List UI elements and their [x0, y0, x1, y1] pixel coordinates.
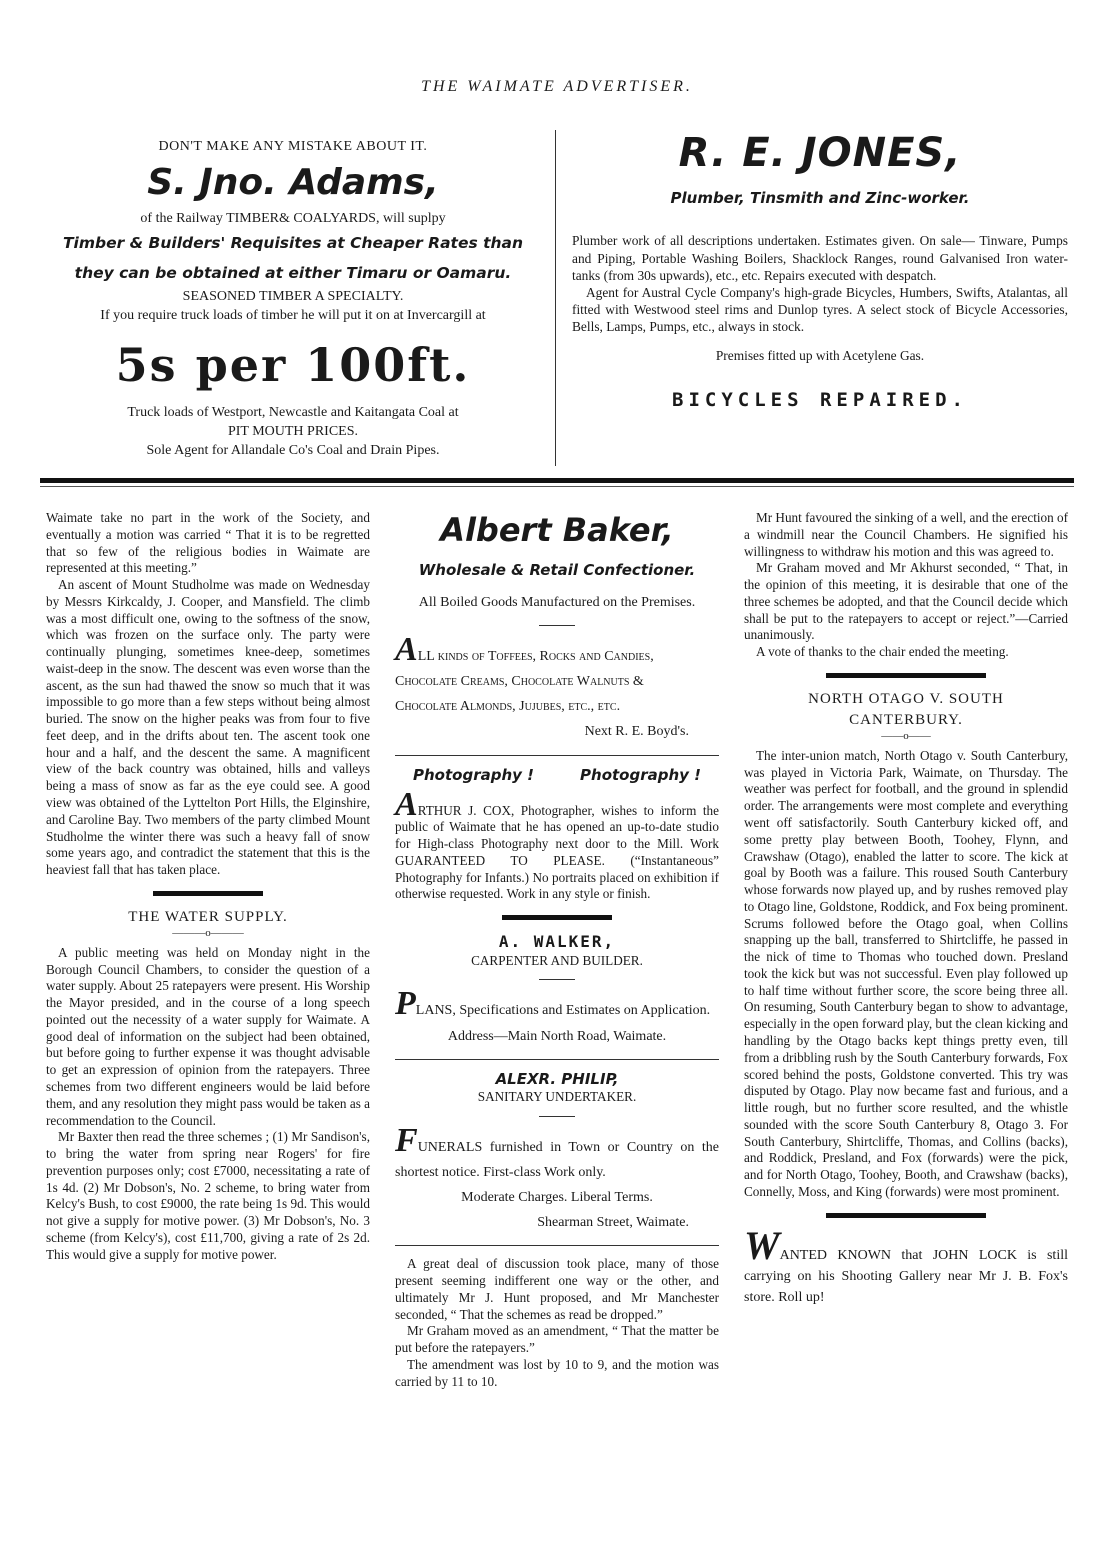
baker-name: Albert Baker,: [440, 511, 674, 549]
cox-advert: ARTHUR J. COX, Photographer, wishes to inform the public of Waimate that he has opened an up-to-date studio for High-class Photography next door to the Mill. Work GUARANTEED TO PLEASE. (“Instantaneous” Photography for Infants.) No portraits placed on exhibition if otherwise requested. Work in any style or finish.: [395, 785, 719, 902]
lock-advert: WANTED KNOWN that JOHN LOCK is still carrying on his Shooting Gallery near Mr J. B. Fox's store. Roll up!: [744, 1222, 1068, 1305]
adams-truck-line: If you require truck loads of timber he will put it on at Invercargill at: [100, 308, 486, 324]
adams-pitch-1: Timber & Builders' Requisites at Cheaper Rates than: [62, 234, 524, 253]
rule: [395, 1245, 719, 1246]
article-text: A great deal of discussion took place, many of those present seeming indifferent one way or the other, and ultimately Mr J. Hunt proposed, and Mr Manchester seconded, “ That the schemes as read be dropped.”: [395, 1256, 719, 1322]
jones-name: R. E. JONES,: [678, 130, 962, 176]
heading-ornament: ———o———: [172, 926, 244, 939]
column-rule: [826, 673, 986, 678]
jones-para-1: Plumber work of all descriptions undertaken. Estimates given. On sale— Tinware, Pumps and Piping, Portable Washing Boilers, Shacklock Ranges, round Galvanised Iron water-tanks (from 30s upwards), etc., etc. Repairs executed with despatch.: [572, 233, 1068, 283]
short-rule: [539, 979, 575, 980]
article-text: Mr Hunt favoured the sinking of a well, and the erection of a windmill near the Council Chambers. He signified his willingness to withdraw his motion and this was agreed to.: [744, 510, 1069, 559]
adams-name: S. Jno. Adams,: [147, 161, 439, 203]
column-rule: [826, 1213, 986, 1218]
column-rule: [153, 891, 263, 896]
philip-name: ALEXR. PHILIP,: [495, 1069, 619, 1088]
adams-price: 5s per 100ft.: [115, 338, 471, 393]
section-rule-thick: [40, 478, 1074, 483]
adams-specialty: SEASONED TIMBER A SPECIALTY.: [182, 289, 404, 305]
baker-trade: Wholesale & Retail Confectioner.: [418, 560, 696, 579]
article-text: Waimate take no part in the work of the Society, and eventually a motion was carried “ That it is to be regretted that so few of the religious bodies in Waimate are represented at this meeting.”: [46, 510, 370, 576]
article-text: A vote of thanks to the chair ended the meeting.: [756, 644, 1009, 660]
jones-repaired: BICYCLES REPAIRED.: [672, 389, 968, 412]
article-text: Mr Graham moved as an amendment, “ That the matter be put before the ratepayers.”: [395, 1323, 719, 1356]
column-2: [395, 510, 719, 1390]
football-heading-2: CANTERBURY.: [849, 711, 963, 728]
article-text: The amendment was lost by 10 to 9, and the motion was carried by 11 to 10.: [395, 1356, 719, 1389]
article-text: An ascent of Mount Studholme was made on Wednesday by Messrs Kirkcaldy, J. Cooper, and Mansfield. The climb was a most difficult one, owing to the softness of the snow, which was frozen on the surface only. The party were continually plunging, sometimes knee-deep, sometimes waist-deep in the snow. The descent was even worse than the ascent, as the sun had thawed the snow so much that it was impossible to go more than a few steps without being almost buried. The snow on the higher peaks was from four to five feet deep, and in the drifts about ten. The ascent took one hour and a half, and the descent the same. A magnificent view of the back country was obtained, hills and valleys being a mass of snow as far as the eye could see. A good view was obtained of the Lyttelton Port Hills, the Elginshire, and Caroline Bay. Two members of the party climbed Mount Studholme the winter there was such a heavy fall of snow some years ago, and contradict the statement that this is the heaviest fall that has taken place.: [46, 577, 370, 878]
baker-address: Next R. E. Boyd's.: [584, 724, 689, 740]
jones-trade: Plumber, Tinsmith and Zinc-worker.: [670, 189, 970, 208]
adams-coal-1: Truck loads of Westport, Newcastle and Kaitangata Coal at: [127, 405, 459, 421]
short-rule: [539, 625, 575, 626]
jones-para-2: Agent for Austral Cycle Company's high-grade Bicycles, Humbers, Swifts, Atalantas, all fitted with Westwood steel rims and Dunlop tyres. A select stock of Bicycle Accessories, Bells, Lamps, Pumps, etc., always in stock.: [572, 284, 1068, 335]
article-text: The inter-union match, North Otago v. South Canterbury, was played in Victoria Park, Waimate, on Thursday. The weather was perfect for football, and the ground in splendid order. The arrangements were most complete and everything went off satisfactorily. South Canterbury kicked off, and some pretty play between Booth, Toohey, Flynn, and Crawshaw (Otago), enabled the latter to score. The kick at goal by Booth was a failure. This roused South Canterbury whose forwards now played up, and by rushes removed play to Otago line, Goldstone, Roddick, and Fox being prominent. Scrums followed before the Otago goal, when Collins snapping up the ball, transferred to Shirtcliffe, he passed in the nick of time to Thomas who touched down. Presland took the kick but was not successful. Even play followed up to half time without further score, the score being three all. On resuming, South Canterbury began to show to advantage, especially in the open forward play, but the clean kicking and handling by the Otago backs kept things pretty even, till from a dribbling rush by the South Canterbury forwards, Fox scored behind the posts, Goldstone converted. This try was disputed by Otago. Play now became fast and furious, and a little rough, but no further score resulted, and the whistle sounded with the score South Canterbury 8, Otago 3. For South Canterbury, Shirtcliffe, Thomas, and Collins (backs), and Roddick, Presland, and Fox (forwards) were the pick, and for North Otago, Toohey, Booth, and Crawshaw (backs), Connelly, Moss, and King (forwards) were most prominent.: [744, 747, 1068, 1199]
jones-gas: Premises fitted up with Acetylene Gas.: [715, 348, 925, 364]
short-rule: [539, 1116, 575, 1117]
football-heading: NORTH OTAGO V. SOUTH: [808, 690, 1004, 707]
water-supply-heading: THE WATER SUPPLY.: [128, 908, 288, 925]
jones-advert: [572, 128, 1068, 413]
baker-line: All Boiled Goods Manufactured on the Premises.: [418, 594, 696, 610]
philip-charges: Moderate Charges. Liberal Terms.: [461, 1189, 653, 1205]
heading-ornament: ——o——: [881, 729, 931, 742]
walker-plans: PLANS, Specifications and Estimates on Application.: [395, 985, 711, 1023]
philip-trade: SANITARY UNDERTAKER.: [477, 1088, 637, 1104]
walker-trade: CARPENTER AND BUILDER.: [471, 952, 643, 968]
article-text: Mr Graham moved and Mr Akhurst seconded, “ That, in the opinion of this meeting, it is desirable that one of the three schemes be adopted, and that the Council decide which shall be put to the ratepayers to accept or reject.”—Carried unanimously.: [744, 560, 1068, 643]
adams-line1: of the Railway TIMBER& COALYARDS, will suplpy: [140, 211, 446, 227]
column-1: [46, 510, 370, 1263]
philip-address: Shearman Street, Waimate.: [537, 1215, 689, 1231]
adams-coal-2: PIT MOUTH PRICES.: [227, 424, 359, 440]
adams-tagline: DON'T MAKE ANY MISTAKE ABOUT IT.: [158, 139, 428, 154]
walker-address: Address—Main North Road, Waimate.: [447, 1028, 667, 1044]
philip-funerals: FUNERALS furnished in Town or Country on the shortest notice. First-class Work only.: [395, 1121, 719, 1180]
rule: [395, 1059, 719, 1060]
rule: [395, 755, 719, 756]
column-3: [744, 510, 1068, 1308]
article-text: Mr Baxter then read the three schemes ; (1) Mr Sandison's, to bring the water from spring near Rogers' for fire prevention purposes only; cost £7000, necessitating a rate of 1s 4d. (2) Mr Dobson's, No. 2 scheme, to bring water from Kelcy's Bush, to cost £9000, the rate being 1s 9d. This would not give a supply for motive power. (3) Mr Dobson's, No. 3 scheme (from Kelcy's), cost £11,700, giving a rate of 2s 2d. This would give a supply for motive power.: [46, 1129, 370, 1262]
adams-advert: [40, 138, 546, 461]
photography-heading: Photography ! Photography !: [413, 765, 701, 784]
walker-name: A. WALKER,: [498, 932, 616, 952]
adams-agent: Sole Agent for Allandale Co's Coal and Drain Pipes.: [146, 442, 440, 458]
masthead: THE WAIMATE ADVERTISER.: [421, 78, 693, 95]
column-rule: [502, 915, 612, 920]
article-text: A public meeting was held on Monday night in the Borough Council Chambers, to consider the question of a water supply. About 25 ratepayers were present. His Worship the Mayor presided, and in the course of a long speech pointed out the necessity of a water supply for Waimate. A good deal of information on the subject had been obtained, but before going to further expense it was thought advisable to get an expression of opinion from the ratepayers. Three schemes from two different engineers would be laid before them, and any resolution they might pass would be taken as a recommendation to the Council.: [46, 944, 370, 1128]
section-rule-thin: [40, 486, 1074, 487]
adams-pitch-2: they can be obtained at either Timaru or Oamaru.: [74, 263, 512, 282]
baker-kinds: ALL kinds of Toffees, Rocks and Candies, Chocolate Creams, Chocolate Walnuts & Chocolate Almonds, Jujubes, etc., etc.: [395, 630, 654, 715]
advert-divider: [555, 130, 556, 466]
